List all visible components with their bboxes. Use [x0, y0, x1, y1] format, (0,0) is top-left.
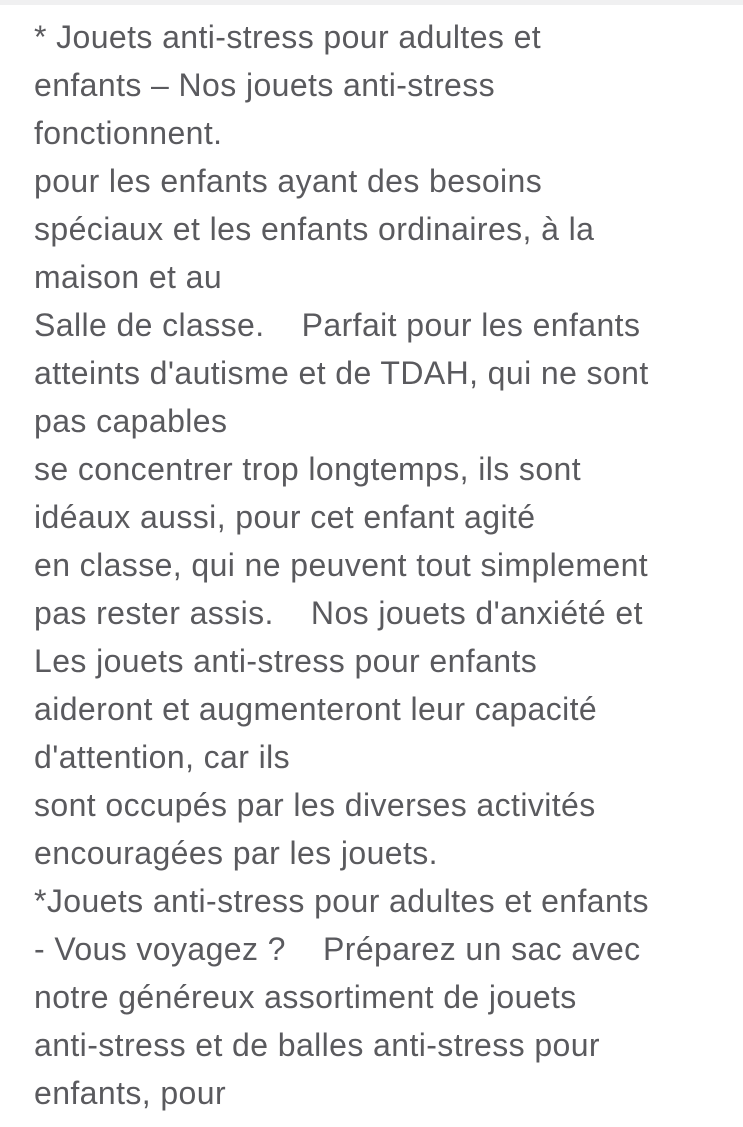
description-line: spéciaux et les enfants ordinaires, à la — [34, 211, 595, 247]
product-description-text — [0, 5, 743, 1117]
description-line: Les jouets anti-stress pour enfants — [34, 643, 538, 679]
description-line: en classe, qui ne peuvent tout simplement — [34, 547, 649, 583]
description-line: enfants – Nos jouets anti-stress — [34, 67, 496, 103]
description-line: notre généreux assortiment de jouets — [34, 979, 577, 1015]
description-line: Salle de classe. Parfait pour les enfants — [34, 307, 641, 343]
description-line: - Vous voyagez ? Préparez un sac avec — [34, 931, 641, 967]
description-line: fonctionnent. — [34, 115, 223, 151]
description-line: pour les enfants ayant des besoins — [34, 163, 543, 199]
description-line: sont occupés par les diverses activités — [34, 787, 596, 823]
description-line: maison et au — [34, 259, 223, 295]
description-line: encouragées par les jouets. — [34, 835, 438, 871]
description-line: idéaux aussi, pour cet enfant agité — [34, 499, 536, 535]
description-line: se concentrer trop longtemps, ils sont — [34, 451, 582, 487]
description-line: pas capables — [34, 403, 228, 439]
description-line: pas rester assis. Nos jouets d'anxiété et — [34, 595, 643, 631]
description-line: d'attention, car ils — [34, 739, 291, 775]
description-line: anti-stress et de balles anti-stress pour — [34, 1027, 600, 1063]
description-line: atteints d'autisme et de TDAH, qui ne sont — [34, 355, 649, 391]
description-line: * Jouets anti-stress pour adultes et — [34, 19, 542, 55]
description-line: aideront et augmenteront leur capacité — [34, 691, 598, 727]
description-line: enfants, pour — [34, 1075, 226, 1111]
description-line: *Jouets anti-stress pour adultes et enfants — [34, 883, 649, 919]
